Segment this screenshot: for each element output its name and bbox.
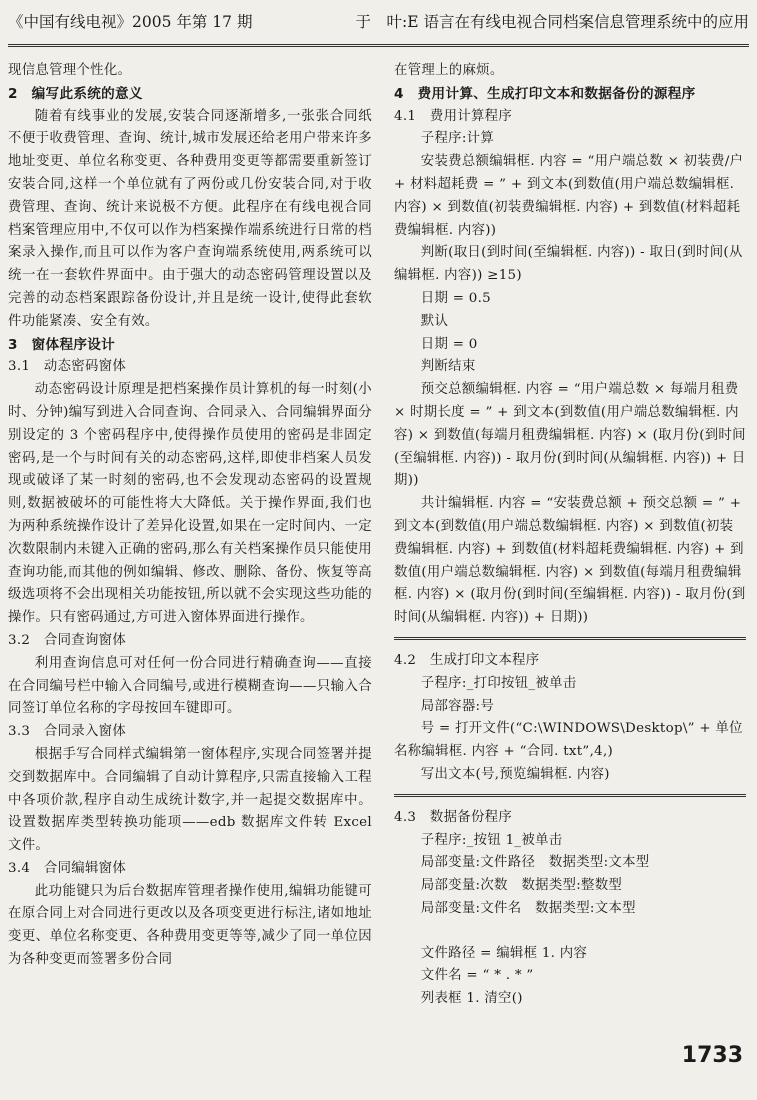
code-line: 日期 = 0.5 [420,290,492,306]
code-line: 局部变量:文件名 数据类型:文本型 [420,900,636,916]
code-line: 共计编辑框. 内容 = “安装费总额 + 预交总额 = ” + 到文本(到数值(用户端总数编辑框. 内容) × 到数值(初装费编辑框. 内容) + 到数值(材料超耗费编辑框. 内容) + 到数值(用户端总数编辑框. 内容) × 到数值(每端月租费编辑框. 内容) × (取月份(到时间(至编辑框. 内容)) - 取月份(到时间(从编辑框. 内容)) + 日期)) [394,496,746,626]
section-4-3-heading: 4.3 数据备份程序 [394,809,513,825]
left-column [8,60,372,972]
code-line: 列表框 1. 清空() [420,991,523,1007]
code-line: 局部变量:文件路径 数据类型:文本型 [420,855,650,871]
section-4-2-heading: 4.2 生成打印文本程序 [394,652,540,668]
code-line: 判断结束 [420,359,476,375]
section-3-4-heading: 3.4 合同编辑窗体 [8,860,127,876]
code-separator [394,637,746,642]
code-line: 文件路径 = 编辑框 1. 内容 [420,945,588,961]
code-line: 判断(取日(到时间(至编辑框. 内容)) - 取日(到时间(从编辑框. 内容)) ≥15) [394,245,743,284]
journal-issue: 《中国有线电视》2005 年第 17 期 [8,13,253,31]
code-line: 写出文本(号,预览编辑框. 内容) [420,766,610,782]
running-header [8,2,749,42]
code-line: 日期 = 0 [420,336,478,352]
section-4-1-heading: 4.1 费用计算程序 [394,108,513,124]
code-line: 子程序:_按钮 1_被单击 [420,832,563,848]
code-line: 号 = 打开文件(“C:\WINDOWS\Desktop\” + 单位名称编辑框. 内容 + “合同. txt”,4,) [394,721,743,760]
code-line: 文件名 = “ * . * ” [420,968,534,984]
code-line: 安装费总额编辑框. 内容 = “用户端总数 × 初装费/户 + 材料超耗费 = ” + 到文本(到数值(用户端总数编辑框. 内容) × 到数值(初装费编辑框. 内容) + 到数值(材料超耗费编辑框. 内容)) [394,154,744,238]
header-rule [8,44,749,49]
section-3-1-heading: 3.1 动态密码窗体 [8,359,127,375]
section-3-heading: 3 窗体程序设计 [8,336,116,353]
section-3-4-paragraph: 此功能键只为后台数据库管理者操作使用,编辑功能键可在原合同上对合同进行更改以及各项变更进行标注,诸如地址变更、单位名称变更、各种费用变更等等,减少了同一单位因为各种变更而签署多份合同 [8,883,372,968]
code-line: 局部容器:号 [420,698,495,714]
code-separator [394,794,746,799]
section-2-paragraph: 随着有线事业的发展,安装合同逐渐增多,一张张合同纸不便于收费管理、查询、统计,城市发展还给老用户带来许多地址变更、单位名称变更、各种费用变更等都需要重新签订安装合同,这样一个单位就有了两份或几份安装合同,对于收费管理、查询、统计来说极不方便。此程序在有线电视合同档案管理应用中,不仅可以作为档案操作端系统进行日常的档案录入操作,而且可以作为客户查询端系统使用,两系统可以统一在一套软件界面中。由于强大的动态密码管理设置以及完善的动态档案跟踪备份设计,并且是统一设计,使得此套软件功能紧凑、安全有效。 [8,108,372,329]
section-3-2-heading: 3.2 合同查询窗体 [8,632,127,648]
code-line: 局部变量:次数 数据类型:整数型 [420,878,623,894]
code-line: 预交总额编辑框. 内容 = “用户端总数 × 每端月租费 × 时期长度 = ” + 到文本(到数值(用户端总数编辑框. 内容) × 到数值(每端月租费编辑框. 内容) × (取月份(到时间(至编辑框. 内容)) - 取月份(到时间(从编辑框. 内容)) + 日期)) [394,382,746,489]
section-3-2-paragraph: 利用查询信息可对任何一份合同进行精确查询——直接在合同编号栏中输入合同编号,或进行模糊查询——只输入合同签订单位名称的字母按回车键即可。 [8,655,372,717]
page-number: 1733 [681,1043,743,1068]
intro-continuation: 现信息管理个性化。 [8,63,132,78]
section-2-heading: 2 编写此系统的意义 [8,85,143,102]
code-line: 子程序:_打印按钮_被单击 [420,675,577,691]
blank-line [394,921,746,943]
article-title-header: 于 叶:E 语言在有线电视合同档案信息管理系统中的应用 [355,13,749,31]
section-3-1-paragraph: 动态密码设计原理是把档案操作员计算机的每一时刻(小时、分钟)编写到进入合同查询、合同录入、合同编辑界面分别设定的 3 个密码程序中,使得操作员使用的密码是非固定密码,是一个与时间有关的动态密码,这样,即使非档案人员发现或破译了某一时刻的密码,也不会发现动态密码的设置规则,数据被破坏的可能性将大大降低。关于操作界面,我们也为两种系统操作设计了差异化设置,如果在一定时间内、一定次数限制内未键入正确的密码,那么有关档案操作员只能使用查询功能,而其他的例如编辑、修改、删除、备份、恢复等高级选项将不会出现相关功能按钮,所以就不会实现这些功能的操作。只有密码通过,方可进入窗体界面进行操作。 [8,382,372,626]
section-4-heading: 4 费用计算、生成打印文本和数据备份的源程序 [394,85,696,102]
code-line: 默认 [420,313,449,329]
right-column [394,60,746,1011]
left-continuation: 在管理上的麻烦。 [394,63,504,78]
section-3-3-heading: 3.3 合同录入窗体 [8,724,127,740]
code-line: 子程序:计算 [420,131,495,147]
section-3-3-paragraph: 根据手写合同样式编辑第一窗体程序,实现合同签署并提交到数据库中。合同编辑了自动计算程序,只需直接输入工程中各项价款,程序自动生成统计数字,并一起提交数据库中。设置数据库类型转换功能项——edb 数据库文件转 Excel 文件。 [8,746,372,854]
